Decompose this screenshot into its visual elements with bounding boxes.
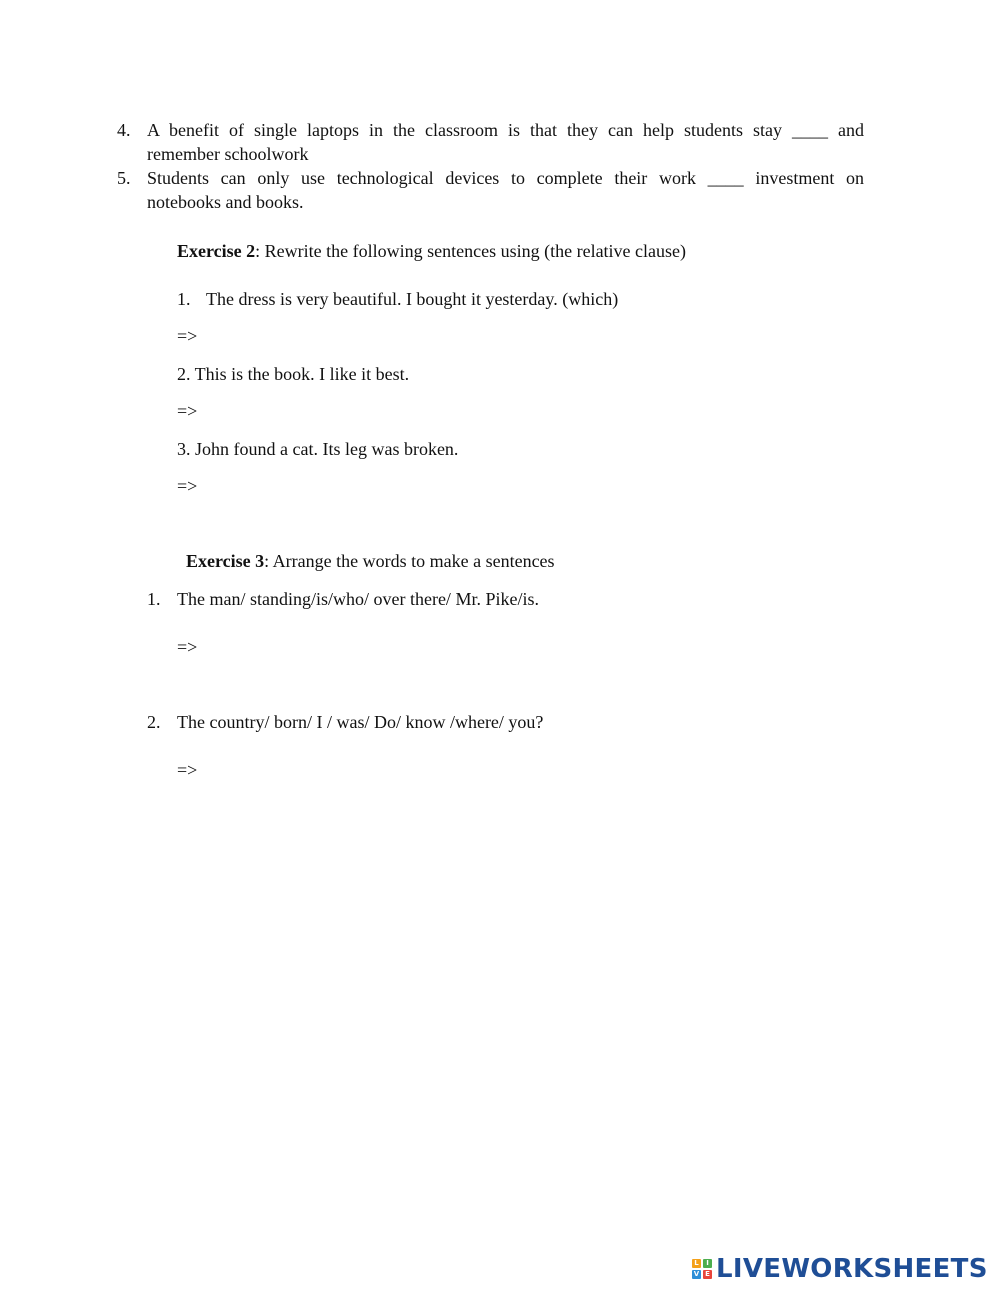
logo-mark-letter-v: V	[693, 1270, 700, 1278]
exercise-2-item-1-text: The dress is very beautiful. I bought it yesterday. (which)	[206, 289, 619, 309]
question-4-line-2: remember schoolwork	[147, 144, 309, 164]
exercise-2-item-2-answer[interactable]: =>	[177, 401, 198, 421]
exercise-3-item-1-text: The man/ standing/is/who/ over there/ Mr. Pike/is.	[177, 589, 539, 609]
logo-mark-letter-e: E	[703, 1270, 712, 1279]
exercise-3-item-2-text: The country/ born/ I / was/ Do/ know /where/ you?	[177, 712, 544, 732]
liveworksheets-logo	[692, 1253, 988, 1285]
logo-mark-letter-i: I	[703, 1259, 712, 1268]
exercise-2-label: Exercise 2	[177, 241, 256, 261]
question-5-line-1: Students can only use technological devices to complete their work ____ investment on	[147, 168, 864, 188]
logo-mark-letter-l: L	[692, 1259, 701, 1268]
logo-text: LIVEWORKSHEETS	[716, 1254, 988, 1284]
exercise-2-instruction: : Rewrite the following sentences using (the relative clause)	[255, 241, 687, 261]
exercise-3-item-2-number: 2.	[147, 712, 161, 732]
exercise-3-item-2-answer[interactable]: =>	[177, 760, 198, 780]
exercise-3-heading	[186, 549, 555, 573]
question-5-line-2: notebooks and books.	[147, 192, 304, 212]
exercise-3-label: Exercise 3	[186, 551, 265, 571]
exercise-3-item-1-answer[interactable]: =>	[177, 637, 198, 657]
exercise-2-item-3-answer[interactable]: =>	[177, 476, 198, 496]
exercise-2-heading	[177, 239, 686, 263]
exercise-2-item-2-text: 2. This is the book. I like it best.	[177, 364, 410, 384]
exercise-3-item-1-number: 1.	[147, 589, 161, 609]
question-4-number: 4.	[117, 120, 131, 140]
exercise-2-item-1-number: 1.	[177, 289, 191, 309]
question-4-line-1: A benefit of single laptops in the classroom is that they can help students stay ____ and	[147, 120, 864, 140]
question-5-number: 5.	[117, 168, 131, 188]
exercise-3-instruction: : Arrange the words to make a sentences	[264, 551, 555, 571]
exercise-2-item-1-answer[interactable]: =>	[177, 326, 198, 346]
exercise-2-item-3-text: 3. John found a cat. Its leg was broken.	[177, 439, 459, 459]
logo-mark-icon	[692, 1259, 712, 1279]
